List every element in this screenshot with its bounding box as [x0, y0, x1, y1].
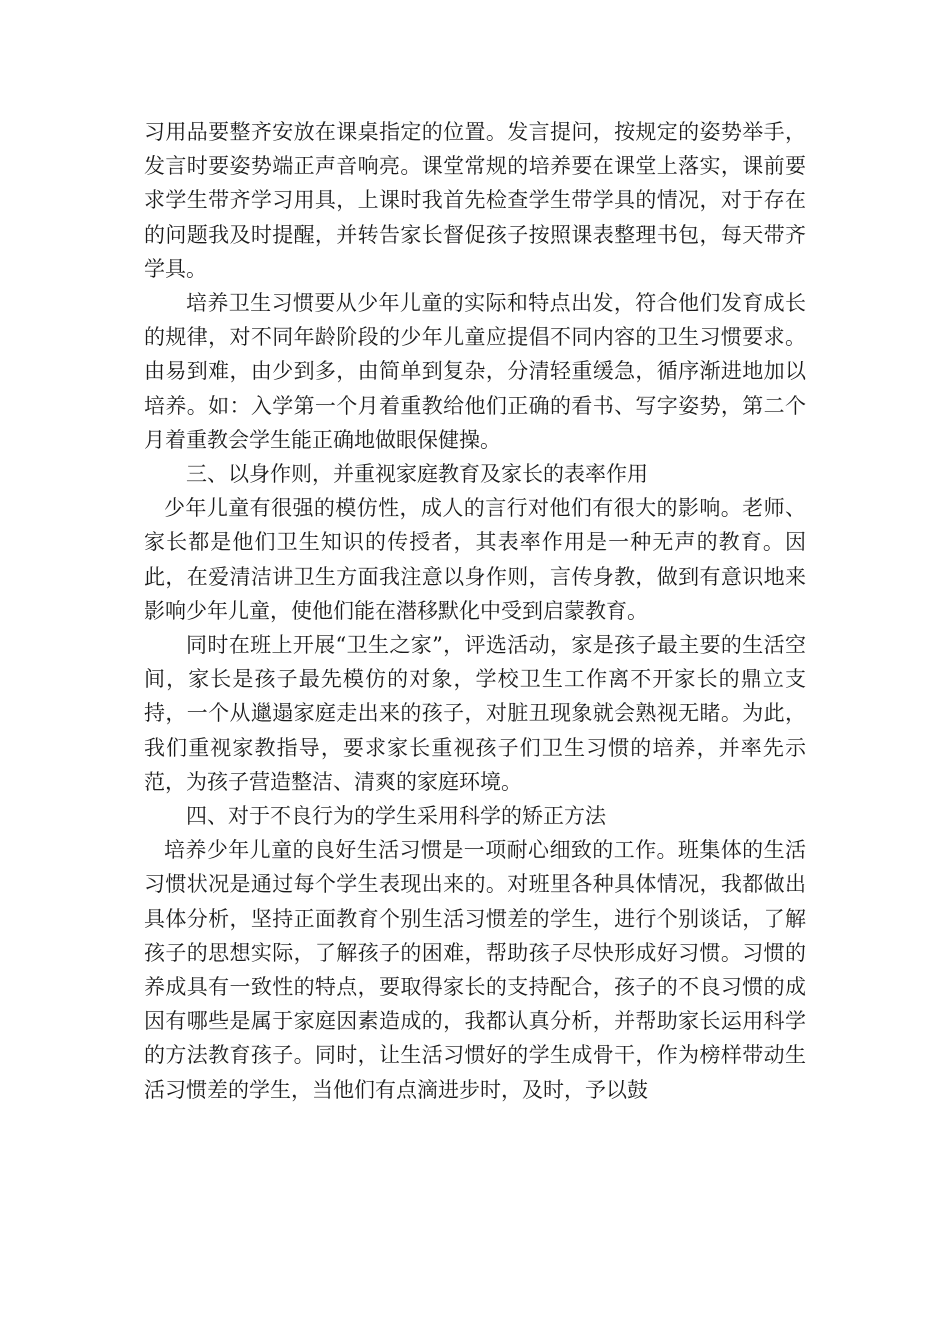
paragraph-hygiene-habits: 培养卫生习惯要从少年儿童的实际和特点出发，符合他们发育成长的规律，对不同年龄阶段的少年儿童应提倡不同内容的卫生习惯要求。由易到难，由少到多，由简单到复杂，分清轻重缓急，循序渐进地加以培养。如：入学第一个月着重教给他们正确的看书、写字姿势，第二个月着重教会学生能正确地做眼保健操。 — [144, 291, 806, 452]
paragraph-hygiene-home: 同时在班上开展“卫生之家”，评选活动，家是孩子最主要的生活空间，家长是孩子最先模仿的对象，学校卫生工作离不开家长的鼎立支持，一个从邋遢家庭走出来的孩子，对脏丑现象就会熟视无睹。为此，我们重视家教指导，要求家长重视孩子们卫生习惯的培养，并率先示范，为孩子营造整洁、清爽的家庭环境。 — [144, 633, 806, 794]
paragraph-classroom-routine: 习用品要整齐安放在课桌指定的位置。发言提问，按规定的姿势举手，发言时要姿势端正声音响亮。课堂常规的培养要在课堂上落实，课前要求学生带齐学习用具，上课时我首先检查学生带学具的情况，对于存在的问题我及时提醒，并转告家长督促孩子按照课表整理书包，每天带齐学具。 — [144, 120, 806, 281]
section-heading-4: 四、对于不良行为的学生采用科学的矫正方法 — [186, 804, 606, 829]
paragraph-correction-methods: 培养少年儿童的良好生活习惯是一项耐心细致的工作。班集体的生活习惯状况是通过每个学生表现出来的。对班里各种具体情况，我都做出具体分析，坚持正面教育个别生活习惯差的学生，进行个别谈话，了解孩子的思想实际，了解孩子的困难，帮助孩子尽快形成好习惯。习惯的养成具有一致性的特点，要取得家长的支持配合，孩子的不良习惯的成因有哪些是属于家庭因素造成的，我都认真分析，并帮助家长运用科学的方法教育孩子。同时，让生活习惯好的学生成骨干，作为榜样带动生活习惯差的学生，当他们有点滴进步时，及时，予以鼓 — [144, 838, 806, 1102]
section-heading-3: 三、以身作则，并重视家庭教育及家长的表率作用 — [186, 462, 648, 487]
paragraph-lead-by-example: 少年儿童有很强的模仿性，成人的言行对他们有很大的影响。老师、家长都是他们卫生知识的传授者，其表率作用是一种无声的教育。因此，在爱清洁讲卫生方面我注意以身作则，言传身教，做到有意识地来影响少年儿童，使他们能在潜移默化中受到启蒙教育。 — [144, 496, 806, 623]
document-page — [144, 115, 806, 1107]
